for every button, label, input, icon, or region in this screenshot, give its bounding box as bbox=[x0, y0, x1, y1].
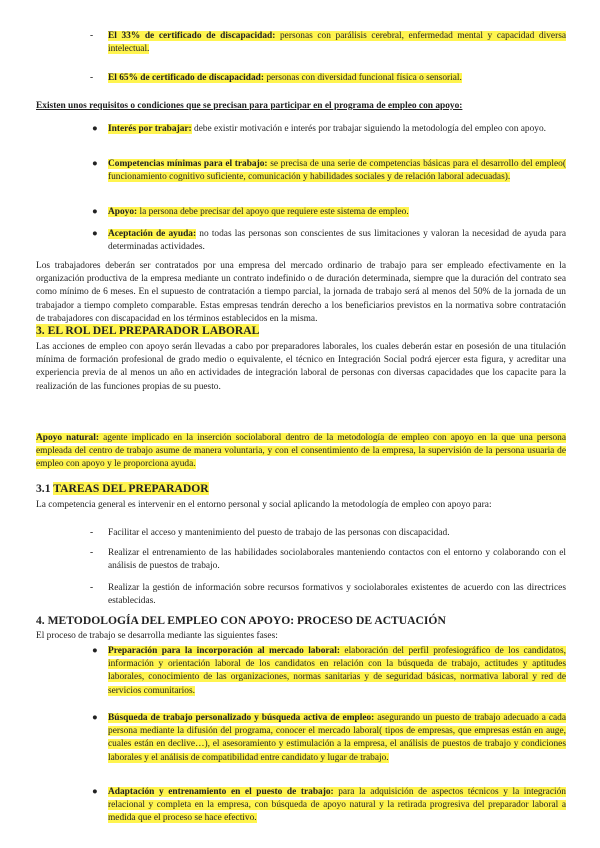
bullet-marker: ● bbox=[92, 646, 98, 656]
phase-item: Preparación para la incorporación al mercado laboral: elaboración del perfil profesiográfico de los candidatos, información y orientación laboral de los candidatos en relación con la búsqueda de trabajo, actitudes y aptitudes laborales, conocimiento de las organizaciones, normas sanitarias y de seguridad básicas, normativa laboral y red de servicios comunitarios. bbox=[108, 646, 566, 696]
phase-item: Búsqueda de trabajo personalizado y búsqueda activa de empleo: asegurando un puesto de trabajo adecuado a cada persona mediante la difusión del programa, conocer el mercado laboral( tipos de empresas, que empresas están en auge, cuales están en declive…), el asesoramiento y estimulación a la empresa, el análisis de puestos de trabajo y condiciones laborales y el análisis de compatibilidad entre candidato y lugar de trabajo. bbox=[108, 713, 566, 763]
requisito-item: Apoyo: la persona debe precisar del apoyo que requiere este sistema de empleo. bbox=[108, 207, 409, 217]
dash-marker: - bbox=[90, 583, 94, 593]
requisitos-heading: Existen unos requisitos o condiciones que se precisan para participar en el programa de empleo con apoyo: bbox=[36, 101, 463, 111]
task-item: Facilitar el acceso y mantenimiento del puesto de trabajo de las personas con discapacidad. bbox=[108, 528, 450, 538]
bullet-marker: ● bbox=[92, 207, 98, 217]
section-31-heading: 3.1 TAREAS DEL PREPARADOR bbox=[36, 482, 209, 495]
requisito-item: Aceptación de ayuda: no todas las personas son conscientes de sus limitaciones y valoran la necesidad de ayuda para determinadas actividades. bbox=[108, 229, 566, 253]
requisito-item: Interés por trabajar: debe existir motivación e interés por trabajar siguiendo la metodología del empleo con apoyo. bbox=[108, 124, 546, 134]
task-item: Realizar el entrenamiento de las habilidades sociolaborales manteniendo contactos con el entorno y colaborando con el análisis de puestos de trabajo. bbox=[108, 548, 566, 572]
requisito-item: Competencias mínimas para el trabajo: se precisa de una serie de competencias básicas para el desarrollo del empleo( funcionamiento cognitivo suficiente, comunicación y habilidades sociales y de relación laboral adecuadas). bbox=[108, 159, 566, 183]
dash-marker: - bbox=[90, 31, 94, 41]
dash-marker: - bbox=[90, 73, 94, 83]
section-4-intro: El proceso de trabajo se desarrolla mediante las siguientes fases: bbox=[36, 631, 278, 641]
section-3-paragraph: Las acciones de empleo con apoyo serán llevadas a cabo por preparadores laborales, los cuales deberán estar en posesión de una titulación mínima de formación profesional de grado medio o equivalente, el técnico en Integración Social podrá ejercer esta figura, y acreditar una experiencia previa de al menos un año en actividades de integración laboral de personas con diversas capacidades que los capacite para la realización de las funciones propias de su puesto. bbox=[36, 342, 566, 392]
apoyo-natural-paragraph: Apoyo natural: agente implicado en la inserción sociolaboral dentro de la metodología de empleo con apoyo en la que una persona empleada del centro de trabajo asume de manera voluntaria, y con el consentimiento de la empresa, la supervisión de la persona usuaria de empleo con apoyo y le proporciona ayuda. bbox=[36, 433, 567, 470]
section-4-heading: 4. METODOLOGÍA DEL EMPLEO CON APOYO: PROCESO DE ACTUACIÓN bbox=[36, 614, 446, 627]
phase-item: Adaptación y entrenamiento en el puesto de trabajo: para la adquisición de aspectos técnicos y la integración relacional y completa en la empresa, con búsqueda de apoyo natural y la retirada progresiva del preparador laboral a medida que el proceso se hace efectivo. bbox=[108, 787, 566, 824]
section-31-intro: La competencia general es intervenir en el entorno personal y social aplicando la metodología de empleo con apoyo para: bbox=[36, 500, 492, 510]
disability-33-item: El 33% de certificado de discapacidad: personas con parálisis cerebral, enfermedad mental y capacidad diversa intelectual. bbox=[108, 31, 567, 55]
bullet-marker: ● bbox=[92, 159, 98, 169]
disability-65-item: El 65% de certificado de discapacidad: personas con diversidad funcional física o sensorial. bbox=[108, 73, 462, 83]
contratacion-paragraph: Los trabajadores deberán ser contratados por una empresa del mercado ordinario de trabajo para ser empleado efectivamente en la organización productiva de la empresa mediante un contrato indefinido o de duración determinada, siempre que la duración del contrato sea como mínimo de 6 meses. En el supuesto de contratación a tiempo parcial, la jornada de trabajo será al menos del 50% de la jornada de un trabajador a tiempo completo comparable. Estas empresas tendrán derecho a los beneficiarios previstos en la normativa sobre contratación de trabajadores con discapacidad en los términos establecidos en la misma. bbox=[36, 261, 566, 324]
bullet-marker: ● bbox=[92, 713, 98, 723]
dash-marker: - bbox=[90, 548, 94, 558]
dash-marker: - bbox=[90, 528, 94, 538]
bullet-marker: ● bbox=[92, 124, 98, 134]
bullet-marker: ● bbox=[92, 229, 98, 239]
section-3-heading: 3. EL ROL DEL PREPARADOR LABORAL bbox=[36, 324, 260, 337]
bullet-marker: ● bbox=[92, 787, 98, 797]
task-item: Realizar la gestión de información sobre recursos formativos y sociolaborales existentes de acuerdo con las directrices establecidas. bbox=[108, 583, 566, 607]
